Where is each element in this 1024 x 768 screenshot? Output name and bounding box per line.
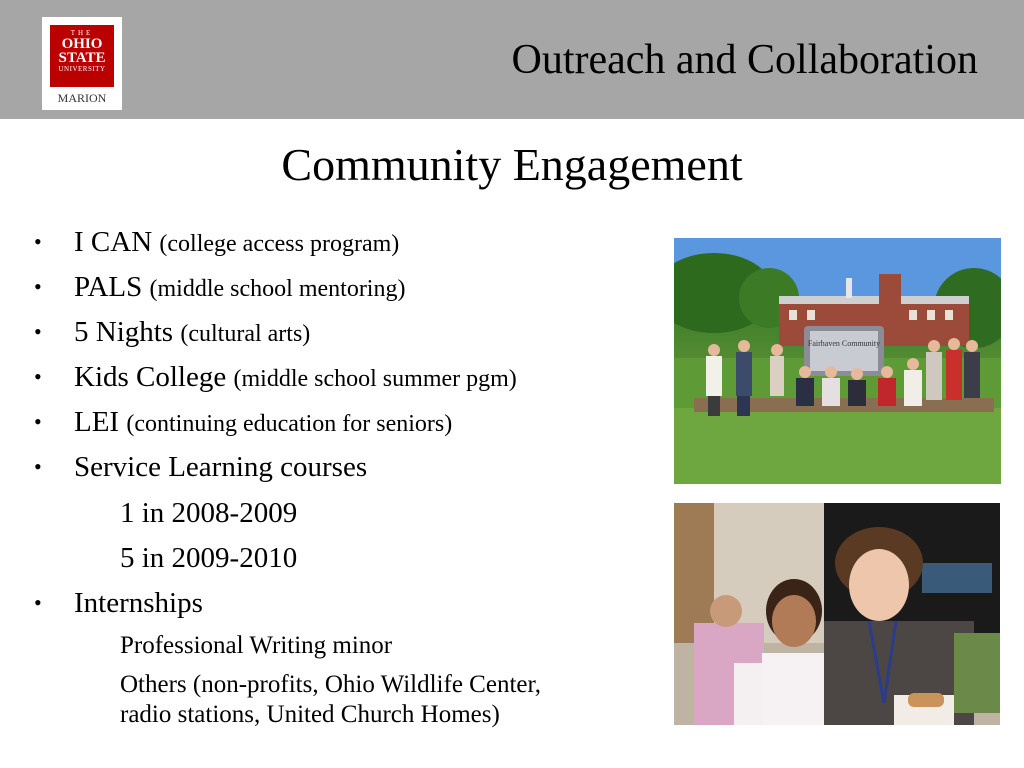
bullet-dot-icon: • bbox=[34, 409, 42, 434]
internship-item: radio stations, United Church Homes) bbox=[120, 701, 500, 728]
header-title: Outreach and Collaboration bbox=[511, 37, 978, 83]
university-logo bbox=[42, 17, 122, 110]
slide-subtitle: Community Engagement bbox=[281, 139, 743, 190]
bullet-dot-icon: • bbox=[34, 590, 42, 615]
group-photo bbox=[674, 238, 1001, 484]
bullet-note: (continuing education for seniors) bbox=[126, 411, 453, 437]
service-learning-item: 5 in 2009-2010 bbox=[120, 542, 298, 574]
bullet-main: I CAN bbox=[74, 226, 153, 258]
logo-state: STATE bbox=[58, 50, 106, 66]
bullet-note: (middle school summer pgm) bbox=[233, 366, 517, 392]
sign-text: Fairhaven Community bbox=[807, 339, 881, 348]
bullet-dot-icon: • bbox=[34, 229, 42, 254]
bullet-dot-icon: • bbox=[34, 319, 42, 344]
bullet-main: Internships bbox=[74, 587, 203, 619]
bullet-main: 5 Nights bbox=[74, 316, 174, 348]
group-photo-art bbox=[674, 238, 1001, 484]
logo-the: THE bbox=[70, 29, 94, 37]
bullet-note: (middle school mentoring) bbox=[149, 276, 406, 302]
bullet-note: (cultural arts) bbox=[180, 321, 311, 347]
bullet-main: LEI bbox=[74, 406, 120, 438]
bullet-main: Service Learning courses bbox=[74, 451, 368, 483]
bullet-main: Kids College bbox=[74, 361, 227, 393]
mentoring-photo bbox=[674, 503, 1000, 725]
bullet-main: PALS bbox=[74, 271, 143, 303]
bullet-dot-icon: • bbox=[34, 274, 42, 299]
logo-block bbox=[50, 25, 114, 87]
internship-item: Others (non-profits, Ohio Wildlife Center, bbox=[120, 671, 542, 698]
mentoring-photo-art bbox=[674, 503, 1000, 725]
internship-item: Professional Writing minor bbox=[120, 632, 393, 659]
logo-university: UNIVERSITY bbox=[58, 65, 106, 73]
bullet-note: (college access program) bbox=[159, 231, 400, 257]
service-learning-item: 1 in 2008-2009 bbox=[120, 497, 298, 529]
logo-campus: MARION bbox=[57, 91, 107, 105]
header-bar bbox=[0, 0, 1024, 119]
logo-ohio: OHIO bbox=[61, 36, 103, 52]
bullet-dot-icon: • bbox=[34, 364, 42, 389]
bullet-dot-icon: • bbox=[34, 454, 42, 479]
